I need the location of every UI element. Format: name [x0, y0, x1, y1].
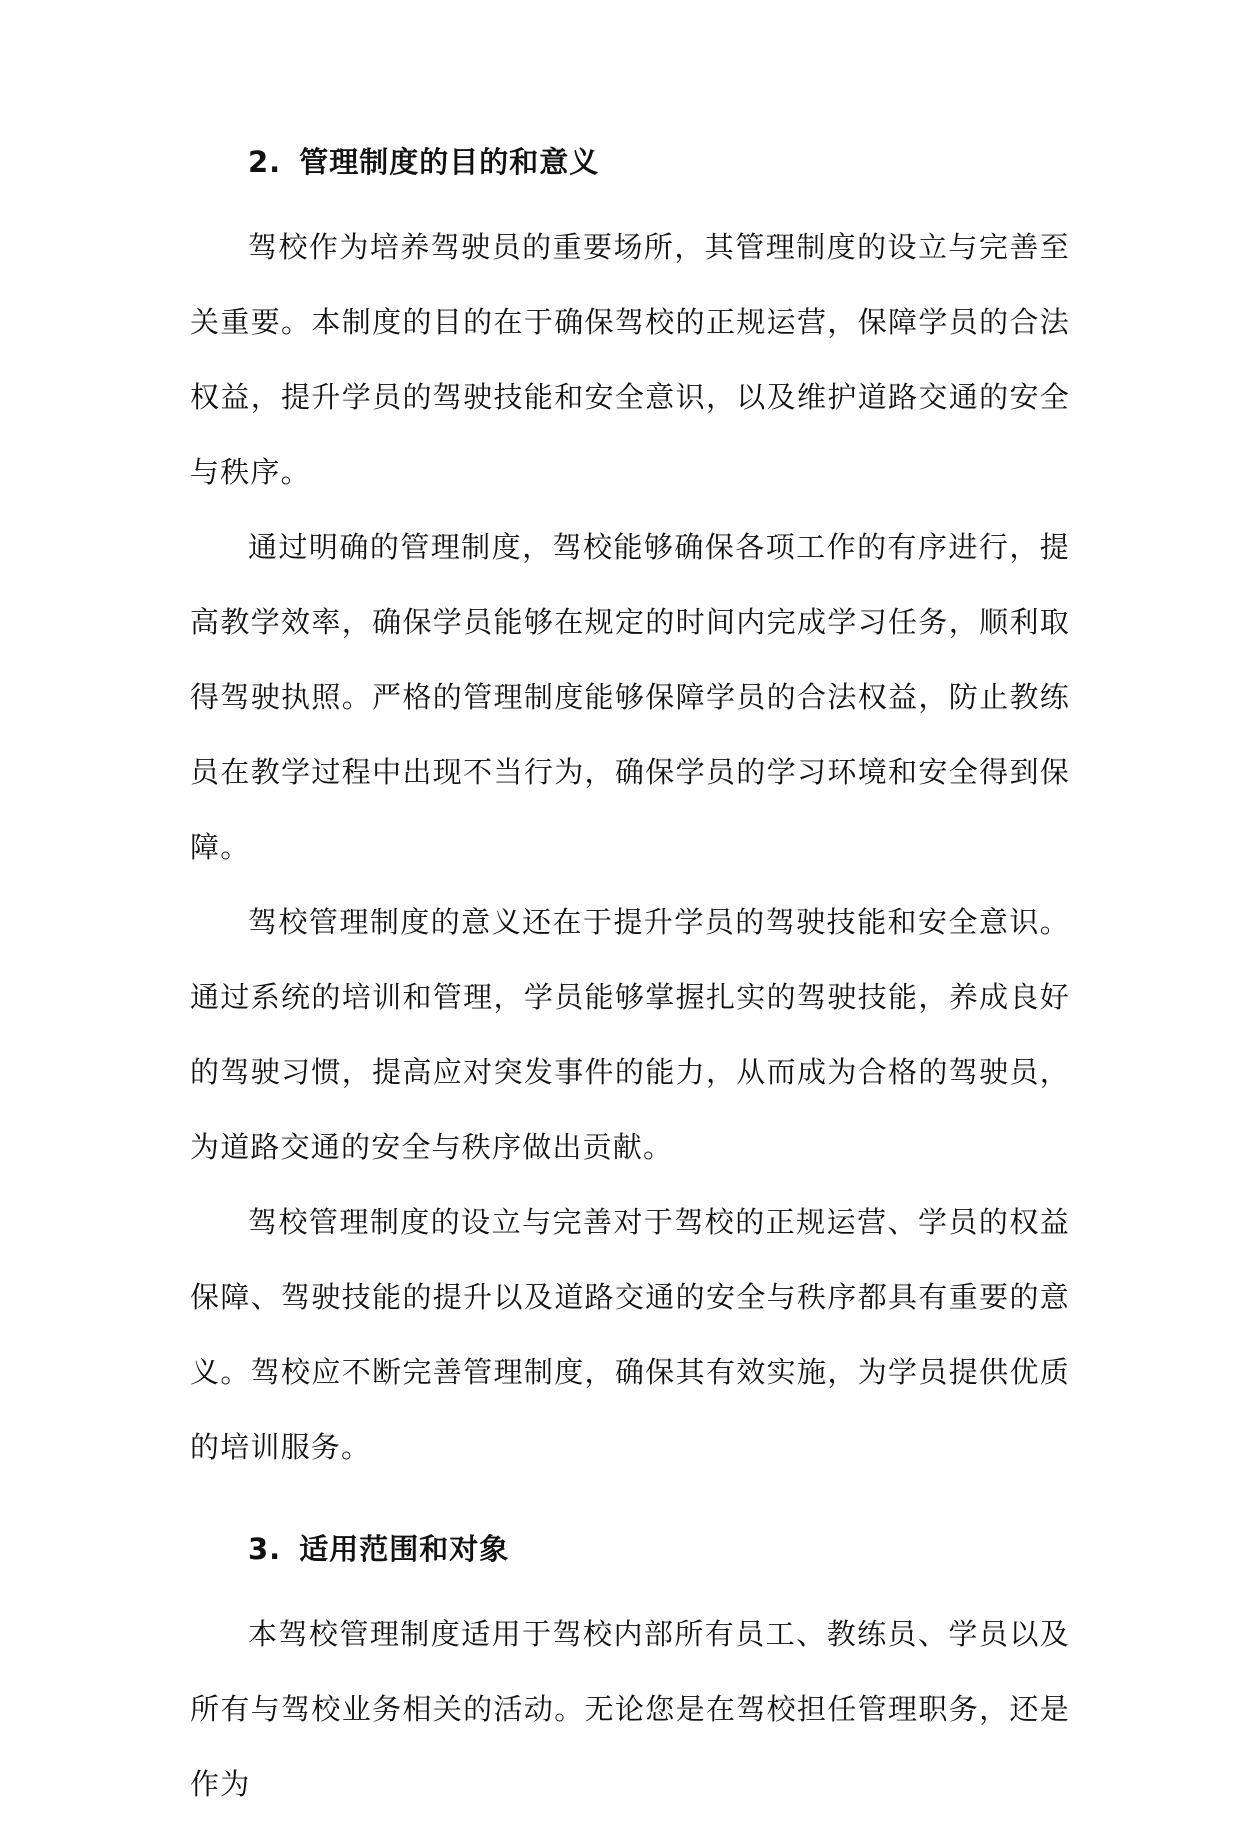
- document-content: [190, 138, 1070, 1822]
- section-3-paragraph-1: 本驾校管理制度适用于驾校内部所有员工、教练员、学员以及所有与驾校业务相关的活动。无论您是在驾校担任管理职务，还是作为: [190, 1617, 1070, 1801]
- section-2-paragraph-2: 通过明确的管理制度，驾校能够确保各项工作的有序进行，提高教学效率，确保学员能够在规定的时间内完成学习任务，顺利取得驾驶执照。严格的管理制度能够保障学员的合法权益，防止教练员在教学过程中出现不当行为，确保学员的学习环境和安全得到保障。: [190, 530, 1070, 864]
- section-3-heading: [190, 1525, 1070, 1573]
- section-2-paragraph-1: 驾校作为培养驾驶员的重要场所，其管理制度的设立与完善至关重要。本制度的目的在于确保驾校的正规运营，保障学员的合法权益，提升学员的驾驶技能和安全意识，以及维护道路交通的安全与秩序。: [190, 230, 1070, 489]
- section-3-number: 3.: [248, 1532, 282, 1566]
- section-2-paragraph-4: 驾校管理制度的设立与完善对于驾校的正规运营、学员的权益保障、驾驶技能的提升以及道路交通的安全与秩序都具有重要的意义。驾校应不断完善管理制度，确保其有效实施，为学员提供优质的培训服务。: [190, 1205, 1070, 1464]
- section-2-paragraph-3: 驾校管理制度的意义还在于提升学员的驾驶技能和安全意识。通过系统的培训和管理，学员能够掌握扎实的驾驶技能，养成良好的驾驶习惯，提高应对突发事件的能力，从而成为合格的驾驶员，为道路交通的安全与秩序做出贡献。: [190, 905, 1070, 1164]
- section-2-title: 管理制度的目的和意义: [299, 145, 600, 179]
- section-2-number: 2.: [248, 145, 282, 179]
- section-3-title: 适用范围和对象: [299, 1532, 510, 1566]
- section-2-heading: [190, 138, 1070, 186]
